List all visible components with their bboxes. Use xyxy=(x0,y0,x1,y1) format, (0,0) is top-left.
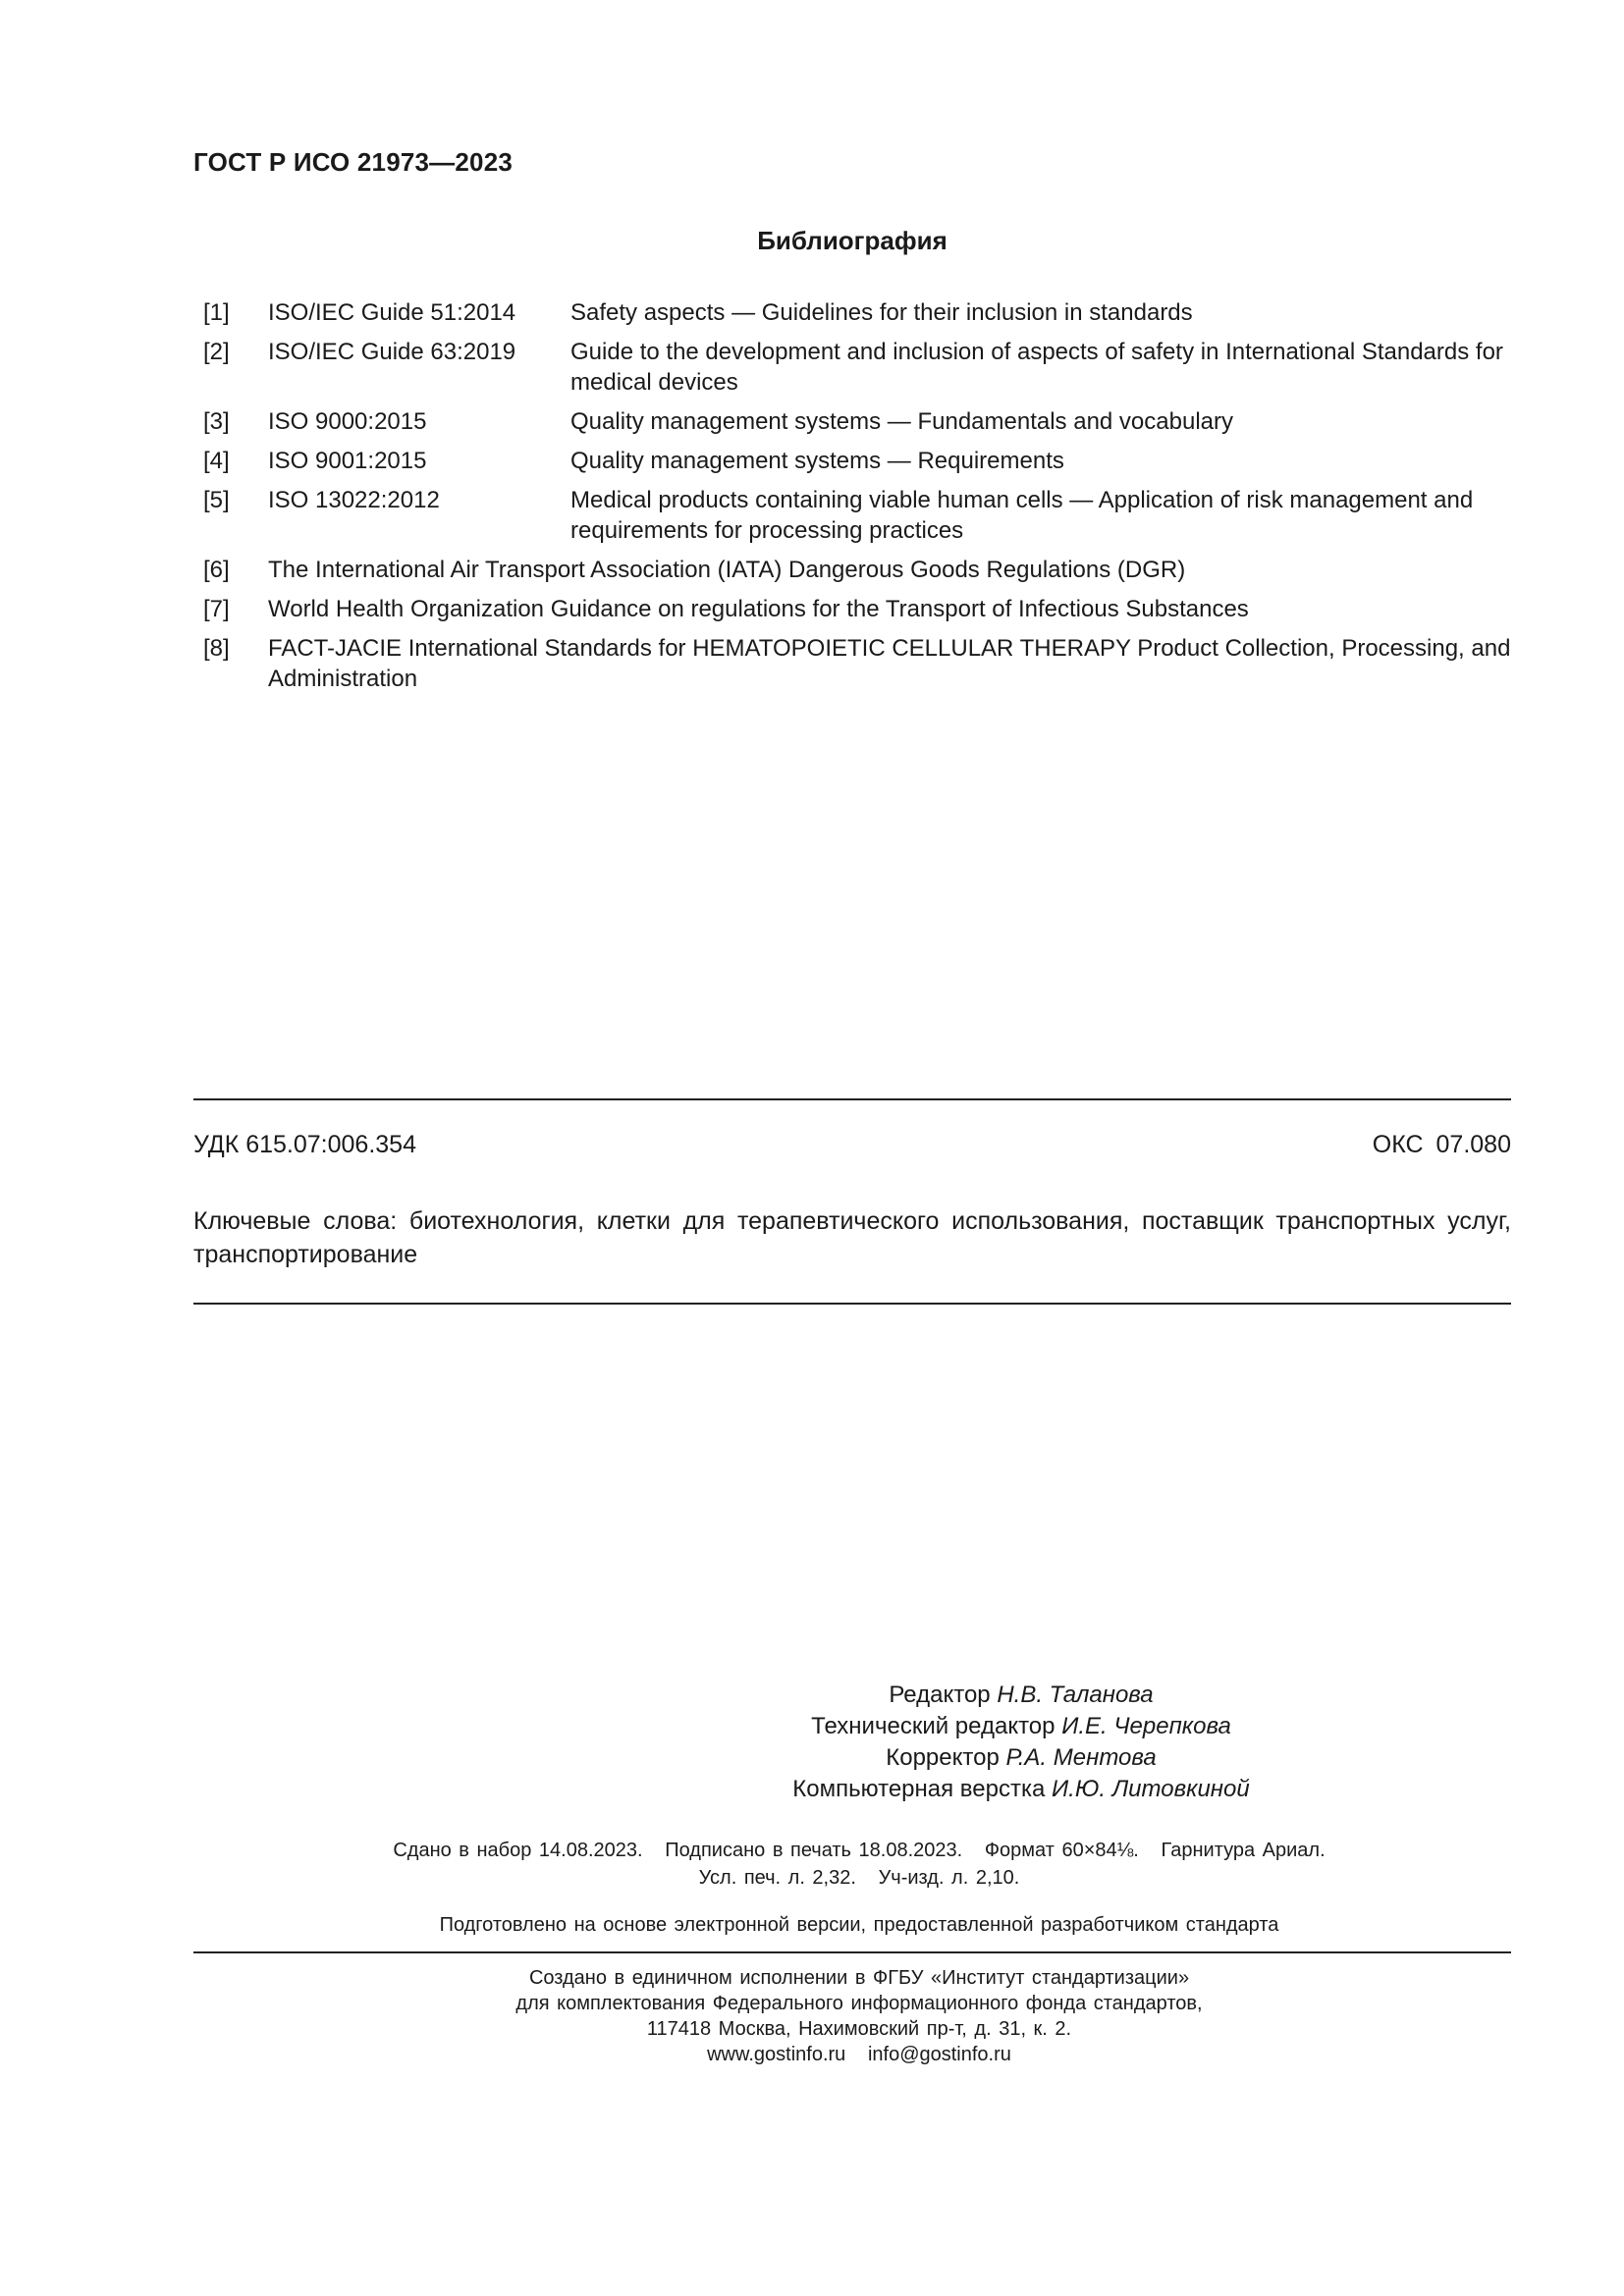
print-details-line-1: Сдано в набор 14.08.2023. Подписано в печать 18.08.2023. Формат 60×84⅛. Гарнитура Ариал. xyxy=(393,1840,1326,1861)
bibliography-item xyxy=(193,485,1511,546)
staff-proofreader xyxy=(530,1742,1512,1774)
bibliography-item-number: [1] xyxy=(203,299,230,326)
bibliography-item-reference: ISO 13022:2012 xyxy=(268,487,440,513)
document-code: ГОСТ Р ИСО 21973—2023 xyxy=(193,147,514,177)
bibliography-item-text: The International Air Transport Association (IATA) Dangerous Goods Regulations (DGR) xyxy=(268,557,1186,583)
print-details-line-2: Усл. печ. л. 2,32. Уч-изд. л. 2,10. xyxy=(698,1867,1020,1889)
bibliography-item-description: Guide to the development and inclusion of aspects of safety in International Standards for medical devices xyxy=(570,339,1503,396)
staff-name: И.Ю. Литовкиной xyxy=(1052,1776,1250,1802)
bibliography-item-number: [4] xyxy=(203,448,230,474)
staff-role: Технический редактор xyxy=(811,1713,1056,1739)
staff-role: Корректор xyxy=(886,1744,1000,1771)
bibliography-list xyxy=(193,297,1511,703)
staff-role: Компьютерная верстка xyxy=(792,1776,1046,1802)
staff-name: И.Е. Черепкова xyxy=(1061,1713,1231,1739)
bibliography-item-number: [3] xyxy=(203,408,230,435)
bibliography-item-reference: ISO 9000:2015 xyxy=(268,408,427,435)
bibliography-item xyxy=(193,297,1511,328)
bibliography-item-description: Safety aspects — Guidelines for their inclusion in standards xyxy=(570,299,1193,326)
bibliography-item-number: [6] xyxy=(203,557,230,583)
bibliography-item-number: [2] xyxy=(203,339,230,365)
imprint-divider xyxy=(193,1951,1511,1953)
bibliography-item-text: World Health Organization Guidance on regulations for the Transport of Infectious Substances xyxy=(268,596,1249,622)
staff-name: Р.А. Ментова xyxy=(1005,1744,1157,1771)
staff-layout xyxy=(530,1774,1512,1805)
prepared-note: Подготовлено на основе электронной версии, предоставленной разработчиком стандарта xyxy=(439,1914,1279,1936)
publisher-line-1: Создано в единичном исполнении в ФГБУ «Институт стандартизации» xyxy=(528,1967,1190,1989)
publisher-address: 117418 Москва, Нахимовский пр-т, д. 31, к. 2. xyxy=(646,2018,1072,2040)
bibliography-item xyxy=(193,594,1511,624)
top-divider xyxy=(193,1098,1511,1100)
oks-code: ОКС 07.080 xyxy=(1372,1131,1511,1158)
bibliography-item xyxy=(193,337,1511,398)
bottom-divider xyxy=(193,1303,1511,1305)
bibliography-item-number: [5] xyxy=(203,487,230,513)
publisher-contacts: www.gostinfo.ru info@gostinfo.ru xyxy=(707,2044,1011,2065)
staff-technical-editor xyxy=(530,1711,1512,1742)
bibliography-item xyxy=(193,555,1511,585)
bibliography-item-number: [7] xyxy=(203,596,230,622)
staff-editor xyxy=(530,1680,1512,1711)
bibliography-item-description: Quality management systems — Fundamentals and vocabulary xyxy=(570,408,1233,435)
bibliography-title: Библиография xyxy=(757,226,947,255)
keywords: Ключевые слова: биотехнология, клетки для терапевтического использования, поставщик транспортных услуг, транспортирование xyxy=(193,1207,1511,1268)
bibliography-item-number: [8] xyxy=(203,635,230,662)
bibliography-item xyxy=(193,446,1511,476)
bibliography-item-reference: ISO 9001:2015 xyxy=(268,448,427,474)
staff-role: Редактор xyxy=(889,1682,991,1708)
bibliography-item-description: Quality management systems — Requirements xyxy=(570,448,1064,474)
staff-name: Н.В. Таланова xyxy=(997,1682,1154,1708)
bibliography-item xyxy=(193,633,1511,694)
bibliography-item-description: Medical products containing viable human cells — Application of risk management and requirements for processing practices xyxy=(570,487,1474,544)
bibliography-item-text: FACT-JACIE International Standards for HEMATOPOIETIC CELLULAR THERAPY Product Collection, Processing, and Administration xyxy=(268,635,1511,692)
publisher-line-2: для комплектования Федерального информационного фонда стандартов, xyxy=(515,1993,1203,2014)
bibliography-item-reference: ISO/IEC Guide 51:2014 xyxy=(268,299,516,326)
bibliography-item-reference: ISO/IEC Guide 63:2019 xyxy=(268,339,516,365)
bibliography-item xyxy=(193,406,1511,437)
udk-code: УДК 615.07:006.354 xyxy=(193,1131,416,1158)
